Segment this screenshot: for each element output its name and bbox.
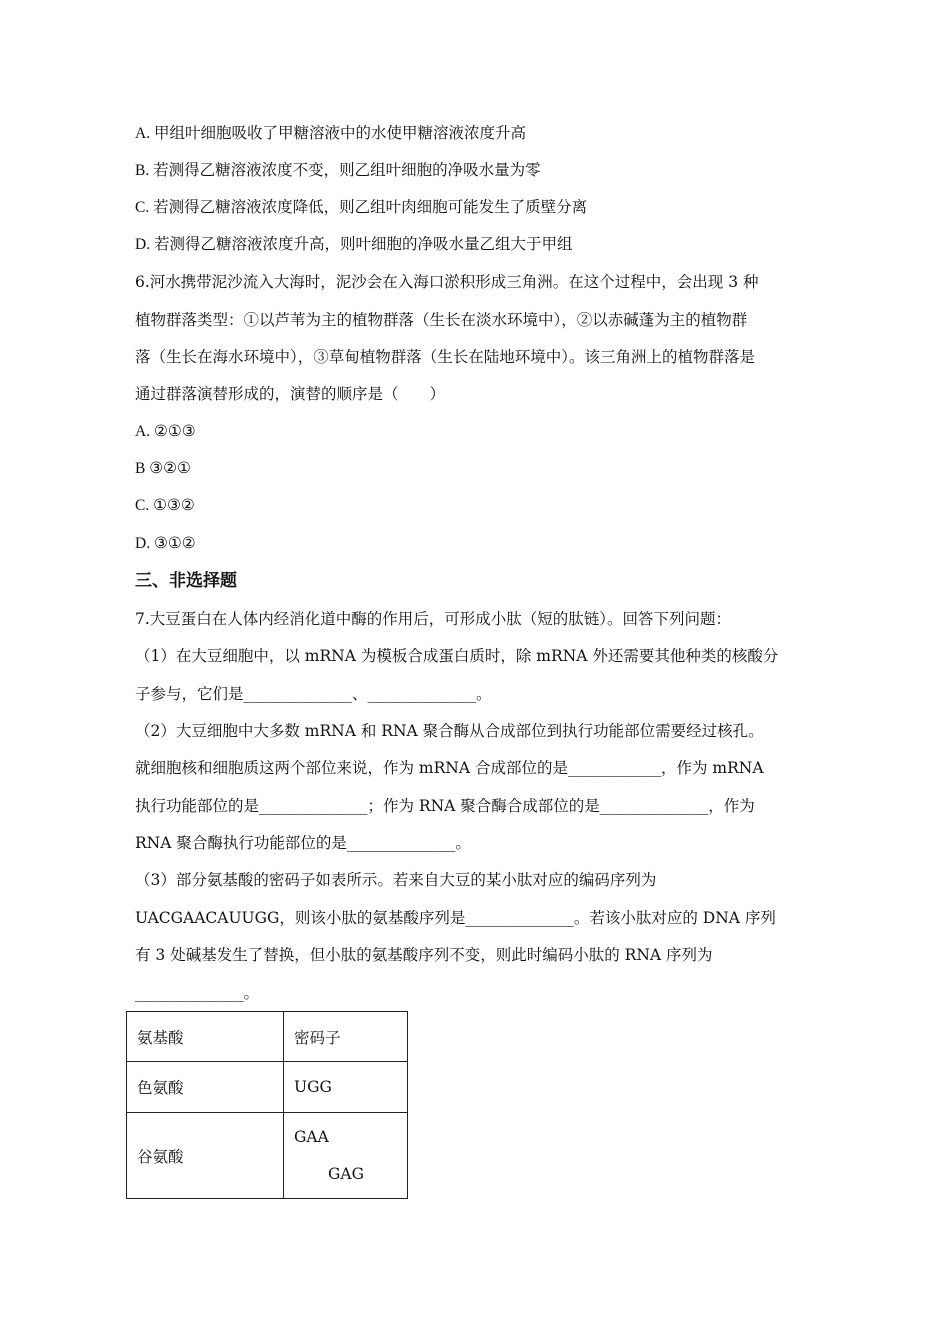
q7-text-line-11: ______________。: [135, 984, 260, 1002]
q7-text-line-3: 子参与，它们是______________、______________。: [135, 685, 492, 703]
table-row: [127, 1113, 408, 1199]
q6-text-line-3: 落（生长在海水环境中），③草甸植物群落（生长在陆地环境中）。该三角洲上的植物群落是: [135, 348, 756, 366]
q7-text-line-7: RNA 聚合酶执行功能部位的是______________。: [135, 834, 471, 852]
q7-text-line-10: 有 3 处碱基发生了替换，但小肽的氨基酸序列不变，则此时编码小肽的 RNA 序列为: [135, 946, 713, 964]
codon-value: GAG: [328, 1164, 364, 1183]
q6-text-line-1: 6.河水携带泥沙流入大海时，泥沙会在入海口淤积形成三角洲。在这个过程中，会出现 3 种: [135, 273, 759, 291]
q7-text-line-8: （3）部分氨基酸的密码子如表所示。若来自大豆的某小肽对应的编码序列为: [135, 871, 657, 889]
codon-cell: UGG: [284, 1062, 408, 1113]
q5-option-c: C. 若测得乙糖溶液浓度降低，则乙组叶肉细胞可能发生了质壁分离: [135, 199, 588, 216]
q6-option-a: A. ②①③: [135, 423, 196, 440]
table-header-cell: 氨基酸: [127, 1012, 284, 1062]
q5-option-b: B. 若测得乙糖溶液浓度不变，则乙组叶细胞的净吸水量为零: [135, 162, 541, 179]
table-header-row: [127, 1012, 408, 1062]
q6-text-line-2: 植物群落类型：①以芦苇为主的植物群落（生长在淡水环境中），②以赤碱蓬为主的植物群: [135, 311, 748, 329]
amino-acid-cell: 谷氨酸: [127, 1113, 284, 1199]
amino-acid-cell: 色氨酸: [127, 1062, 284, 1113]
codon-table: [126, 1011, 408, 1199]
q7-text-line-6: 执行功能部位的是______________；作为 RNA 聚合酶合成部位的是______________，作为: [135, 797, 755, 815]
q7-text-line-1: 7.大豆蛋白在人体内经消化道中酶的作用后，可形成小肽（短的肽链）。回答下列问题：: [135, 610, 732, 628]
table-row: [127, 1062, 408, 1113]
codon-value: GAA: [294, 1127, 329, 1146]
section-title: 三、非选择题: [135, 571, 237, 591]
q7-text-line-5: 就细胞核和细胞质这两个部位来说，作为 mRNA 合成部位的是____________，作为 mRNA: [135, 759, 764, 777]
table-header-cell: 密码子: [284, 1012, 408, 1062]
q6-text-line-4: 通过群落演替形成的，演替的顺序是（ ）: [135, 385, 446, 403]
q5-option-a: A. 甲组叶细胞吸收了甲糖溶液中的水使甲糖溶液浓度升高: [135, 125, 526, 142]
codon-cell: [284, 1113, 408, 1199]
q5-option-d: D. 若测得乙糖溶液浓度升高，则叶细胞的净吸水量乙组大于甲组: [135, 236, 573, 253]
q6-option-c: C. ①③②: [135, 497, 195, 514]
q7-text-line-2: （1）在大豆细胞中，以 mRNA 为模板合成蛋白质时，除 mRNA 外还需要其他种类的核酸分: [135, 647, 779, 665]
q6-option-b: B ③②①: [135, 460, 191, 477]
q7-text-line-9: UACGAACAUUGG，则该小肽的氨基酸序列是______________。若该小肽对应的 DNA 序列: [135, 909, 776, 927]
q7-text-line-4: （2）大豆细胞中大多数 mRNA 和 RNA 聚合酶从合成部位到执行功能部位需要经过核孔。: [135, 722, 764, 740]
q6-option-d: D. ③①②: [135, 535, 196, 552]
